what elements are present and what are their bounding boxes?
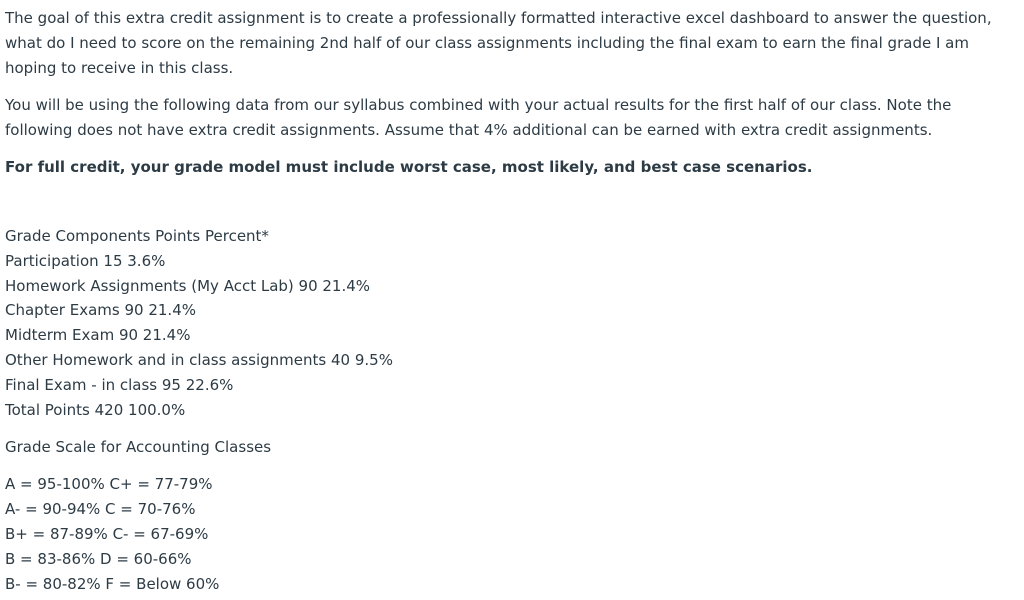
grade-scale-row: B+ = 87-89% C- = 67-69% xyxy=(5,525,209,544)
intro-paragraph-data: You will be using the following data from our syllabus combined with your actual results for the first half of our class. Note the following does not have extra credit assignments. Assume that 4% additional can be earned with extra credit assignments. xyxy=(5,96,952,139)
full-credit-requirement: For full credit, your grade model must include worst case, most likely, and best case scenarios. xyxy=(5,158,813,176)
grade-scale-title: Grade Scale for Accounting Classes xyxy=(5,438,272,457)
grade-scale-row: A = 95-100% C+ = 77-79% xyxy=(5,475,213,494)
intro-paragraph-goal: The goal of this extra credit assignment is to create a professionally formatted interactive excel dashboard to answer the question, what do I need to score on the remaining 2nd half of our class assignments including the final exam to earn the final grade I am hoping to receive in this class. xyxy=(5,9,992,77)
grade-component-row: Homework Assignments (My Acct Lab) 90 21.4% xyxy=(5,276,371,295)
grade-scale-row: A- = 90-94% C = 70-76% xyxy=(5,500,196,519)
grade-component-row: Other Homework and in class assignments 40 9.5% xyxy=(5,350,393,369)
grade-component-row: Chapter Exams 90 21.4% xyxy=(5,301,196,320)
grade-components-table xyxy=(5,224,1024,422)
grade-components-header: Grade Components Points Percent* xyxy=(5,227,269,245)
grade-scale-row: B = 83-86% D = 60-66% xyxy=(5,550,192,569)
grade-component-row: Final Exam - in class 95 22.6% xyxy=(5,375,234,394)
grade-component-row: Participation 15 3.6% xyxy=(5,251,166,270)
grade-scale-row: B- = 80-82% F = Below 60% xyxy=(5,575,220,594)
grade-component-total-row: Total Points 420 100.0% xyxy=(5,400,186,419)
grade-scale-list xyxy=(5,472,1024,597)
grade-component-row: Midterm Exam 90 21.4% xyxy=(5,326,191,345)
